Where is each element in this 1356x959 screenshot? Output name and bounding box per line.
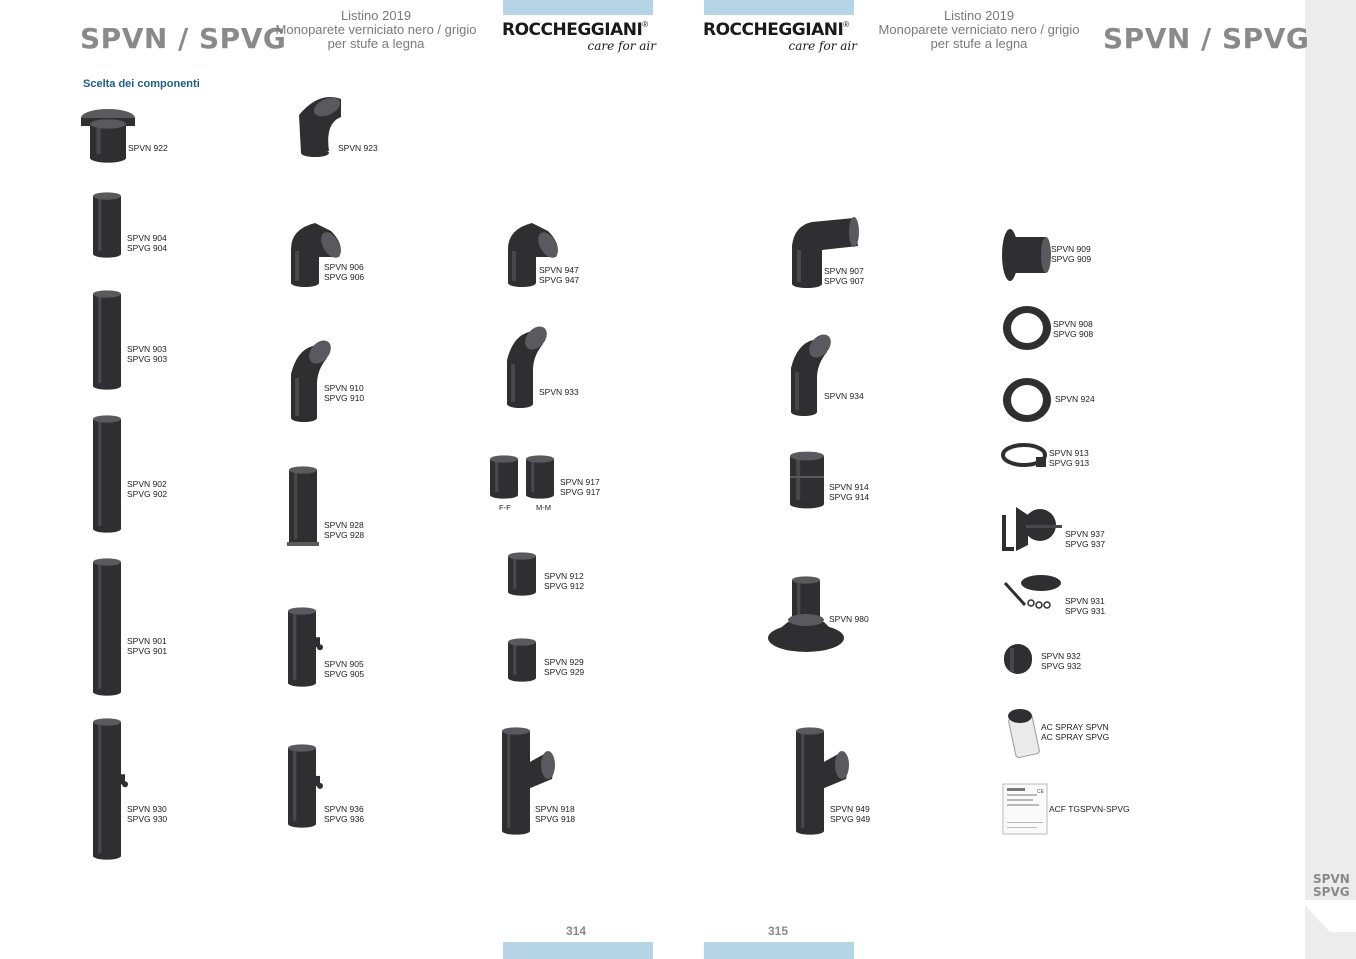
part-code-label: [324, 660, 364, 679]
part-code-label: [1041, 723, 1109, 742]
adjustable-elbow-icon: [788, 216, 878, 356]
variant-label: M-M: [536, 503, 551, 512]
page-title-right: SPVN / SPVG: [1103, 22, 1310, 55]
part-code: SPVN 906: [324, 262, 364, 272]
part-code: SPVN 929: [544, 657, 584, 667]
part-code-label: [1055, 395, 1095, 405]
side-tab-label: [1313, 873, 1350, 899]
part-code-label: [338, 144, 378, 154]
part-code-label: [1049, 449, 1089, 468]
side-tab-line-2: SPVG: [1313, 885, 1350, 899]
part-code-label: [1051, 245, 1091, 264]
part-code-label: [1065, 530, 1105, 549]
part-code-label: [544, 572, 584, 591]
part-code: SPVG 906: [324, 271, 365, 282]
part-code: SPVN 930: [127, 804, 167, 814]
brand-tagline: care for air: [788, 39, 857, 53]
part-code: SPVG 930: [127, 813, 168, 824]
reducer-icon: [788, 450, 878, 590]
page-number-right: 315: [768, 924, 789, 938]
part-code: SPVG 909: [1051, 253, 1092, 264]
top-tab-left: [503, 0, 653, 15]
page-number-left: 314: [566, 924, 587, 938]
part-code: SPVG 910: [324, 392, 365, 403]
elbow-45-icon: [503, 330, 593, 470]
part-code-label: [829, 483, 869, 502]
part-code: SPVG 949: [830, 813, 871, 824]
part-code: SPVG 901: [127, 645, 168, 656]
part-code-label: [127, 345, 167, 364]
side-tab-line-1: SPVN: [1313, 872, 1350, 886]
part-code: SPVN 912: [544, 571, 584, 581]
pipe-icon: [91, 558, 181, 698]
part-code: SPVN 917: [560, 477, 600, 487]
part-code: SPVN 901: [127, 636, 167, 646]
part-code: SPVN 908: [1053, 319, 1093, 329]
part-code-label: [544, 658, 584, 677]
part-code: SPVG 918: [535, 813, 576, 824]
brand-tagline: care for air: [587, 39, 656, 53]
part-code: SPVG 908: [1053, 328, 1094, 339]
part-code: SPVN 936: [324, 804, 364, 814]
subtitle-line-2: Monoparete verniciato nero / grigio: [275, 22, 477, 37]
part-code: SPVG 936: [324, 813, 365, 824]
brand-logo-right: [703, 20, 863, 60]
part-code: SPVN 909: [1051, 244, 1091, 254]
part-code: SPVG 929: [544, 666, 585, 677]
part-code: SPVG 947: [539, 274, 580, 285]
part-code: SPVN 980: [829, 614, 869, 624]
part-code: SPVN 905: [324, 659, 364, 669]
part-code: SPVG 912: [544, 580, 585, 591]
part-code: SPVN 937: [1065, 529, 1105, 539]
part-code: SPVN 931: [1065, 596, 1105, 606]
part-code-label: [324, 384, 364, 403]
part-code: SPVG 905: [324, 668, 365, 679]
part-code: SPVG 904: [127, 242, 168, 253]
part-code-label: [324, 521, 364, 540]
page-title-left: SPVN / SPVG: [80, 22, 287, 55]
part-code-label: [1041, 652, 1081, 671]
part-code-label: [539, 266, 579, 285]
part-code-label: [128, 144, 168, 154]
part-code: SPVN 947: [539, 265, 579, 275]
part-code-label: [324, 263, 364, 282]
part-code-label: [829, 615, 869, 625]
part-code: SPVG 917: [560, 486, 601, 497]
brand-name: ROCCHEGGIANI: [703, 20, 844, 40]
part-code: SPVG 928: [324, 529, 365, 540]
part-code-label: [127, 805, 167, 824]
variant-label: F-F: [499, 503, 511, 512]
part-code: SPVN 903: [127, 344, 167, 354]
bottom-tab-right: [704, 942, 854, 959]
part-code-label: [560, 478, 600, 497]
subtitle-line-2: Monoparete verniciato nero / grigio: [878, 22, 1080, 37]
subtitle-line-3: per stufe a legna: [327, 36, 425, 51]
part-code-label: [535, 805, 575, 824]
part-code-label: [1049, 805, 1130, 815]
top-tab-right: [704, 0, 854, 15]
brand-mark: ®: [843, 20, 850, 29]
part-code: SPVG 903: [127, 353, 168, 364]
part-code: SPVN 914: [829, 482, 869, 492]
part-code: SPVN 923: [338, 143, 378, 153]
part-code: SPVG 937: [1065, 538, 1106, 549]
part-code-label: [830, 805, 870, 824]
part-code: SPVN 918: [535, 804, 575, 814]
part-code: AC SPRAY SPVN: [1041, 722, 1109, 732]
part-code-label: [1053, 320, 1093, 339]
angled-cowl-icon: [289, 95, 379, 235]
part-code: ACF TGSPVN-SPVG: [1049, 804, 1130, 814]
brand-mark: ®: [642, 20, 649, 29]
part-code: SPVN 902: [127, 479, 167, 489]
part-code: SPVN 913: [1049, 448, 1089, 458]
part-code: SPVN 949: [830, 804, 870, 814]
roof-flashing-icon: [768, 576, 858, 716]
subtitle-line-3: per stufe a legna: [930, 36, 1028, 51]
part-code: SPVN 904: [127, 233, 167, 243]
part-code-label: [824, 267, 864, 286]
part-code-label: [824, 392, 864, 402]
part-code: SPVN 922: [128, 143, 168, 153]
part-code: AC SPRAY SPVG: [1041, 731, 1110, 742]
part-code: SPVG 931: [1065, 605, 1106, 616]
part-code: SPVG 914: [829, 491, 870, 502]
tee-icon: [792, 727, 882, 867]
part-code: SPVN 932: [1041, 651, 1081, 661]
page-corner-fold: [1300, 900, 1356, 940]
elbow-45-icon: [287, 344, 377, 484]
pipe-with-damper-icon: [91, 718, 181, 858]
part-code: SPVG 907: [824, 275, 865, 286]
part-code: SPVN 910: [324, 383, 364, 393]
subtitle-line-1: Listino 2019: [943, 8, 1015, 23]
brand-name: ROCCHEGGIANI: [502, 20, 643, 40]
section-title: Scelta dei componenti: [83, 78, 200, 90]
part-code-label: [127, 637, 167, 656]
bottom-tab-left: [503, 942, 653, 959]
part-code: SPVN 934: [824, 391, 864, 401]
subtitle-right: [869, 9, 1089, 51]
part-code: SPVN 907: [824, 266, 864, 276]
part-code: SPVN 928: [324, 520, 364, 530]
part-code-label: [127, 234, 167, 253]
elbow-90-icon: [287, 221, 377, 361]
subtitle-line-1: Listino 2019: [340, 8, 412, 23]
brand-logo-left: [502, 20, 662, 60]
part-code: SPVN 924: [1055, 394, 1095, 404]
part-code: SPVG 932: [1041, 660, 1082, 671]
part-code: SPVN 933: [539, 387, 579, 397]
part-code: SPVG 913: [1049, 457, 1090, 468]
part-code-label: [1065, 597, 1105, 616]
part-code: SPVG 902: [127, 488, 168, 499]
part-code-label: [324, 805, 364, 824]
subtitle-left: [266, 9, 486, 51]
tee-icon: [498, 727, 588, 867]
side-strip: [1305, 0, 1356, 959]
part-code-label: [127, 480, 167, 499]
part-code-label: [539, 388, 579, 398]
svg-text:CE: CE: [1037, 789, 1044, 795]
